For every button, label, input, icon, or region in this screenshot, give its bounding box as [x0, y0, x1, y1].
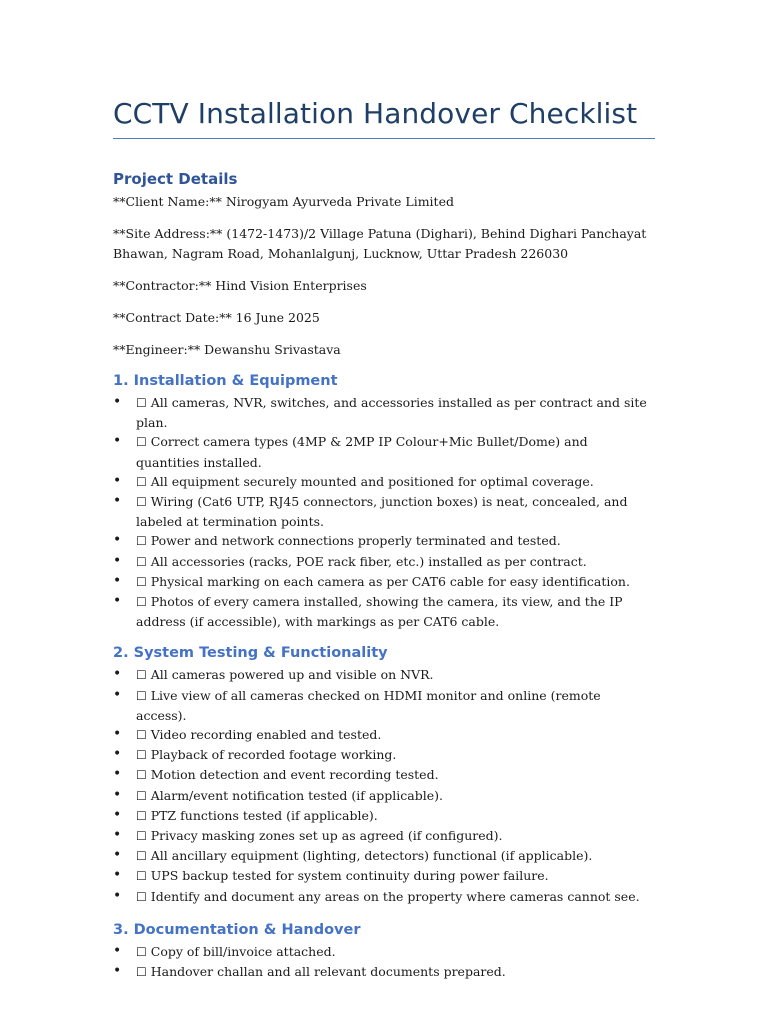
checkbox-icon[interactable]: ☐ — [136, 435, 147, 450]
checklist-item — [113, 745, 655, 765]
checklist-item — [113, 765, 655, 785]
checklist-item — [113, 866, 655, 886]
project-details-heading: Project Details — [113, 170, 238, 188]
checkbox-icon[interactable]: ☐ — [136, 869, 147, 884]
installation-checklist — [113, 393, 655, 631]
checklist-item-text: UPS backup tested for system continuity during power failure. — [150, 868, 549, 884]
checklist-item — [113, 942, 655, 962]
checkbox-icon[interactable]: ☐ — [136, 495, 147, 510]
checklist-item — [113, 786, 655, 806]
bullet-icon: • — [113, 572, 122, 589]
bullet-icon: • — [113, 493, 122, 510]
checkbox-icon[interactable]: ☐ — [136, 595, 147, 610]
installation-equipment-heading: 1. Installation & Equipment — [113, 373, 338, 389]
bullet-icon: • — [113, 666, 122, 683]
checklist-item — [113, 725, 655, 745]
checkbox-icon[interactable]: ☐ — [136, 944, 147, 959]
checklist-item-text: Alarm/event notification tested (if applicable). — [150, 787, 443, 803]
checkbox-icon[interactable]: ☐ — [136, 688, 147, 703]
checkbox-icon[interactable]: ☐ — [136, 396, 147, 410]
document-page — [113, 92, 655, 982]
contract-date-field: **Contract Date:** 16 June 2025 — [113, 310, 320, 325]
checkbox-icon[interactable]: ☐ — [136, 554, 147, 569]
checklist-item — [113, 962, 655, 982]
bullet-icon: • — [113, 746, 122, 763]
bullet-icon: • — [113, 827, 122, 844]
checkbox-icon[interactable]: ☐ — [136, 965, 147, 980]
checklist-item — [113, 492, 655, 531]
checkbox-icon[interactable]: ☐ — [136, 849, 147, 864]
checkbox-icon[interactable]: ☐ — [136, 748, 147, 763]
bullet-icon: • — [113, 552, 122, 569]
checklist-item — [113, 592, 655, 631]
bullet-icon: • — [113, 887, 122, 904]
bullet-icon: • — [113, 593, 122, 610]
checklist-item-text: Privacy masking zones set up as agreed (if configured). — [150, 828, 503, 844]
checklist-item-text: Identify and document any areas on the property where cameras cannot see. — [150, 888, 640, 904]
bullet-icon: • — [113, 847, 122, 864]
checklist-item — [113, 393, 655, 432]
checklist-item — [113, 472, 655, 492]
checklist-item — [113, 552, 655, 572]
site-address-field: **Site Address:** (1472-1473)/2 Village Patuna (Dighari), Behind Dighari Panchayat Bhawan, Nagram Road, Mohanlalgunj, Lucknow, Uttar Pradesh 226030 — [113, 226, 647, 261]
client-name-field: **Client Name:** Nirogyam Ayurveda Private Limited — [113, 194, 454, 209]
bullet-icon: • — [113, 472, 122, 489]
bullet-icon: • — [113, 942, 122, 959]
bullet-icon: • — [113, 806, 122, 823]
checkbox-icon[interactable]: ☐ — [136, 829, 147, 844]
checklist-item — [113, 806, 655, 826]
checklist-item-text: Correct camera types (4MP & 2MP IP Colour+Mic Bullet/Dome) and quantities installed. — [136, 434, 588, 470]
bullet-icon: • — [113, 867, 122, 884]
checklist-item — [113, 531, 655, 551]
checkbox-icon[interactable]: ☐ — [136, 808, 147, 823]
checklist-item-text: All ancillary equipment (lighting, detectors) functional (if applicable). — [150, 848, 593, 864]
checklist-item-text: Motion detection and event recording tested. — [150, 767, 439, 783]
checkbox-icon[interactable]: ☐ — [136, 474, 147, 489]
checklist-item-text: All cameras powered up and visible on NVR. — [150, 667, 434, 683]
checklist-item-text: Photos of every camera installed, showing the camera, its view, and the IP address (if accessible), with markings as per CAT6 cable. — [136, 594, 623, 630]
checkbox-icon[interactable]: ☐ — [136, 668, 147, 683]
checklist-item-text: Copy of bill/invoice attached. — [150, 943, 336, 959]
checklist-item-text: PTZ functions tested (if applicable). — [150, 807, 378, 823]
checklist-item-text: Playback of recorded footage working. — [150, 747, 397, 763]
checklist-item-text: Video recording enabled and tested. — [150, 727, 382, 743]
bullet-icon: • — [113, 726, 122, 743]
bullet-icon: • — [113, 766, 122, 783]
checkbox-icon[interactable]: ☐ — [136, 574, 147, 589]
checklist-item — [113, 846, 655, 866]
system-testing-heading: 2. System Testing & Functionality — [113, 645, 388, 662]
bullet-icon: • — [113, 686, 122, 703]
contractor-field: **Contractor:** Hind Vision Enterprises — [113, 278, 367, 293]
bullet-icon: • — [113, 963, 122, 980]
documentation-checklist — [113, 942, 655, 982]
checklist-item — [113, 826, 655, 846]
checklist-item — [113, 665, 655, 685]
bullet-icon: • — [113, 532, 122, 549]
checkbox-icon[interactable]: ☐ — [136, 768, 147, 783]
checklist-item-text: All equipment securely mounted and positioned for optimal coverage. — [150, 473, 594, 489]
bullet-icon: • — [113, 394, 122, 410]
checkbox-icon[interactable]: ☐ — [136, 788, 147, 803]
checklist-item — [113, 887, 655, 907]
checklist-item-text: Physical marking on each camera as per CAT6 cable for easy identification. — [150, 573, 630, 589]
checklist-item-text: All accessories (racks, POE rack fiber, etc.) installed as per contract. — [150, 553, 587, 569]
checkbox-icon[interactable]: ☐ — [136, 889, 147, 904]
checklist-item — [113, 432, 655, 471]
document-title: CCTV Installation Handover Checklist — [113, 92, 655, 139]
engineer-field: **Engineer:** Dewanshu Srivastava — [113, 342, 341, 357]
checkbox-icon[interactable]: ☐ — [136, 534, 147, 549]
documentation-handover-heading: 3. Documentation & Handover — [113, 921, 361, 938]
bullet-icon: • — [113, 786, 122, 803]
checklist-item — [113, 572, 655, 592]
checklist-item-text: Power and network connections properly terminated and tested. — [150, 533, 561, 549]
checkbox-icon[interactable]: ☐ — [136, 728, 147, 743]
checklist-item — [113, 686, 655, 725]
checklist-item-text: Wiring (Cat6 UTP, RJ45 connectors, junction boxes) is neat, concealed, and labeled at termination points. — [136, 494, 628, 530]
bullet-icon: • — [113, 433, 122, 450]
system-testing-checklist — [113, 665, 655, 906]
checklist-item-text: Handover challan and all relevant documents prepared. — [150, 964, 506, 980]
checklist-item-text: All cameras, NVR, switches, and accessories installed as per contract and site plan. — [136, 395, 647, 431]
checklist-item-text: Live view of all cameras checked on HDMI monitor and online (remote access). — [136, 687, 601, 723]
